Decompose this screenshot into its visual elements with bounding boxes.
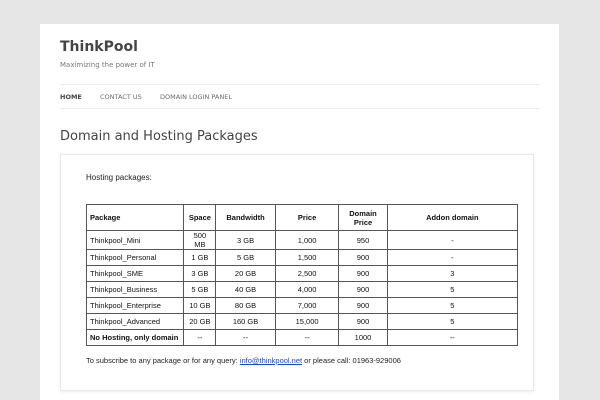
- cell-space: 500 MB: [184, 231, 216, 250]
- subscribe-text: To subscribe to any package or for any query:: [86, 356, 240, 365]
- table-row: [87, 314, 518, 330]
- cell-price: 1,500: [275, 250, 339, 266]
- page-container: [40, 24, 559, 400]
- site-description: Maximizing the power of IT: [60, 61, 155, 69]
- cell-package: Thinkpool_SME: [87, 266, 184, 282]
- cell-price: 7,000: [275, 298, 339, 314]
- cell-space: --: [184, 330, 216, 346]
- cell-bandwidth: 80 GB: [216, 298, 276, 314]
- cell-addon-domain: -: [387, 231, 517, 250]
- cell-domain-price: 900: [339, 314, 387, 330]
- nav-item-contact-us[interactable]: CONTACT US: [100, 93, 142, 101]
- cell-domain-price: 900: [339, 250, 387, 266]
- page-title: Domain and Hosting Packages: [60, 129, 258, 144]
- cell-bandwidth: --: [216, 330, 276, 346]
- cell-package: Thinkpool_Business: [87, 282, 184, 298]
- site-title[interactable]: ThinkPool: [60, 39, 138, 55]
- cell-addon-domain: 5: [387, 314, 517, 330]
- table-row: [87, 330, 518, 346]
- cell-bandwidth: 5 GB: [216, 250, 276, 266]
- subscribe-note: [86, 356, 401, 365]
- cell-space: 10 GB: [184, 298, 216, 314]
- cell-package: Thinkpool_Enterprise: [87, 298, 184, 314]
- cell-domain-price: 900: [339, 266, 387, 282]
- cell-space: 20 GB: [184, 314, 216, 330]
- cell-domain-price: 1000: [339, 330, 387, 346]
- nav-item-domain-login-panel[interactable]: DOMAIN LOGIN PANEL: [160, 93, 232, 101]
- cell-space: 1 GB: [184, 250, 216, 266]
- cell-space: 3 GB: [184, 266, 216, 282]
- table-row: [87, 231, 518, 250]
- cell-price: 15,000: [275, 314, 339, 330]
- table-row: [87, 266, 518, 282]
- email-link[interactable]: info@thinkpool.net: [239, 356, 303, 365]
- cell-domain-price: 900: [339, 298, 387, 314]
- header-bandwidth: Bandwidth: [216, 205, 276, 231]
- header-addon-domain: Addon domain: [387, 205, 517, 231]
- phone-text: or please call: 01963-929006: [302, 356, 401, 365]
- main-nav: [60, 84, 540, 109]
- cell-addon-domain: 5: [387, 298, 517, 314]
- cell-addon-domain: 3: [387, 266, 517, 282]
- packages-table: [86, 204, 518, 346]
- cell-package: Thinkpool_Mini: [87, 231, 184, 250]
- table-header-row: [87, 205, 518, 231]
- header-space: Space: [184, 205, 216, 231]
- cell-package: Thinkpool_Advanced: [87, 314, 184, 330]
- header-price: Price: [275, 205, 339, 231]
- hosting-intro: Hosting packages:: [86, 173, 152, 182]
- content-box: [60, 154, 534, 391]
- cell-space: 5 GB: [184, 282, 216, 298]
- cell-bandwidth: 3 GB: [216, 231, 276, 250]
- cell-price: 4,000: [275, 282, 339, 298]
- nav-item-home[interactable]: HOME: [60, 93, 82, 101]
- cell-bandwidth: 160 GB: [216, 314, 276, 330]
- cell-domain-price: 900: [339, 282, 387, 298]
- cell-addon-domain: 5: [387, 282, 517, 298]
- cell-package: No Hosting, only domain: [87, 330, 184, 346]
- cell-domain-price: 950: [339, 231, 387, 250]
- table-row: [87, 250, 518, 266]
- table-row: [87, 298, 518, 314]
- table-row: [87, 282, 518, 298]
- cell-bandwidth: 40 GB: [216, 282, 276, 298]
- cell-price: 2,500: [275, 266, 339, 282]
- cell-addon-domain: -: [387, 250, 517, 266]
- cell-price: 1,000: [275, 231, 339, 250]
- cell-price: --: [275, 330, 339, 346]
- header-package: Package: [87, 205, 184, 231]
- cell-addon-domain: --: [387, 330, 517, 346]
- cell-package: Thinkpool_Personal: [87, 250, 184, 266]
- header-domain-price: Domain Price: [339, 205, 387, 231]
- cell-bandwidth: 20 GB: [216, 266, 276, 282]
